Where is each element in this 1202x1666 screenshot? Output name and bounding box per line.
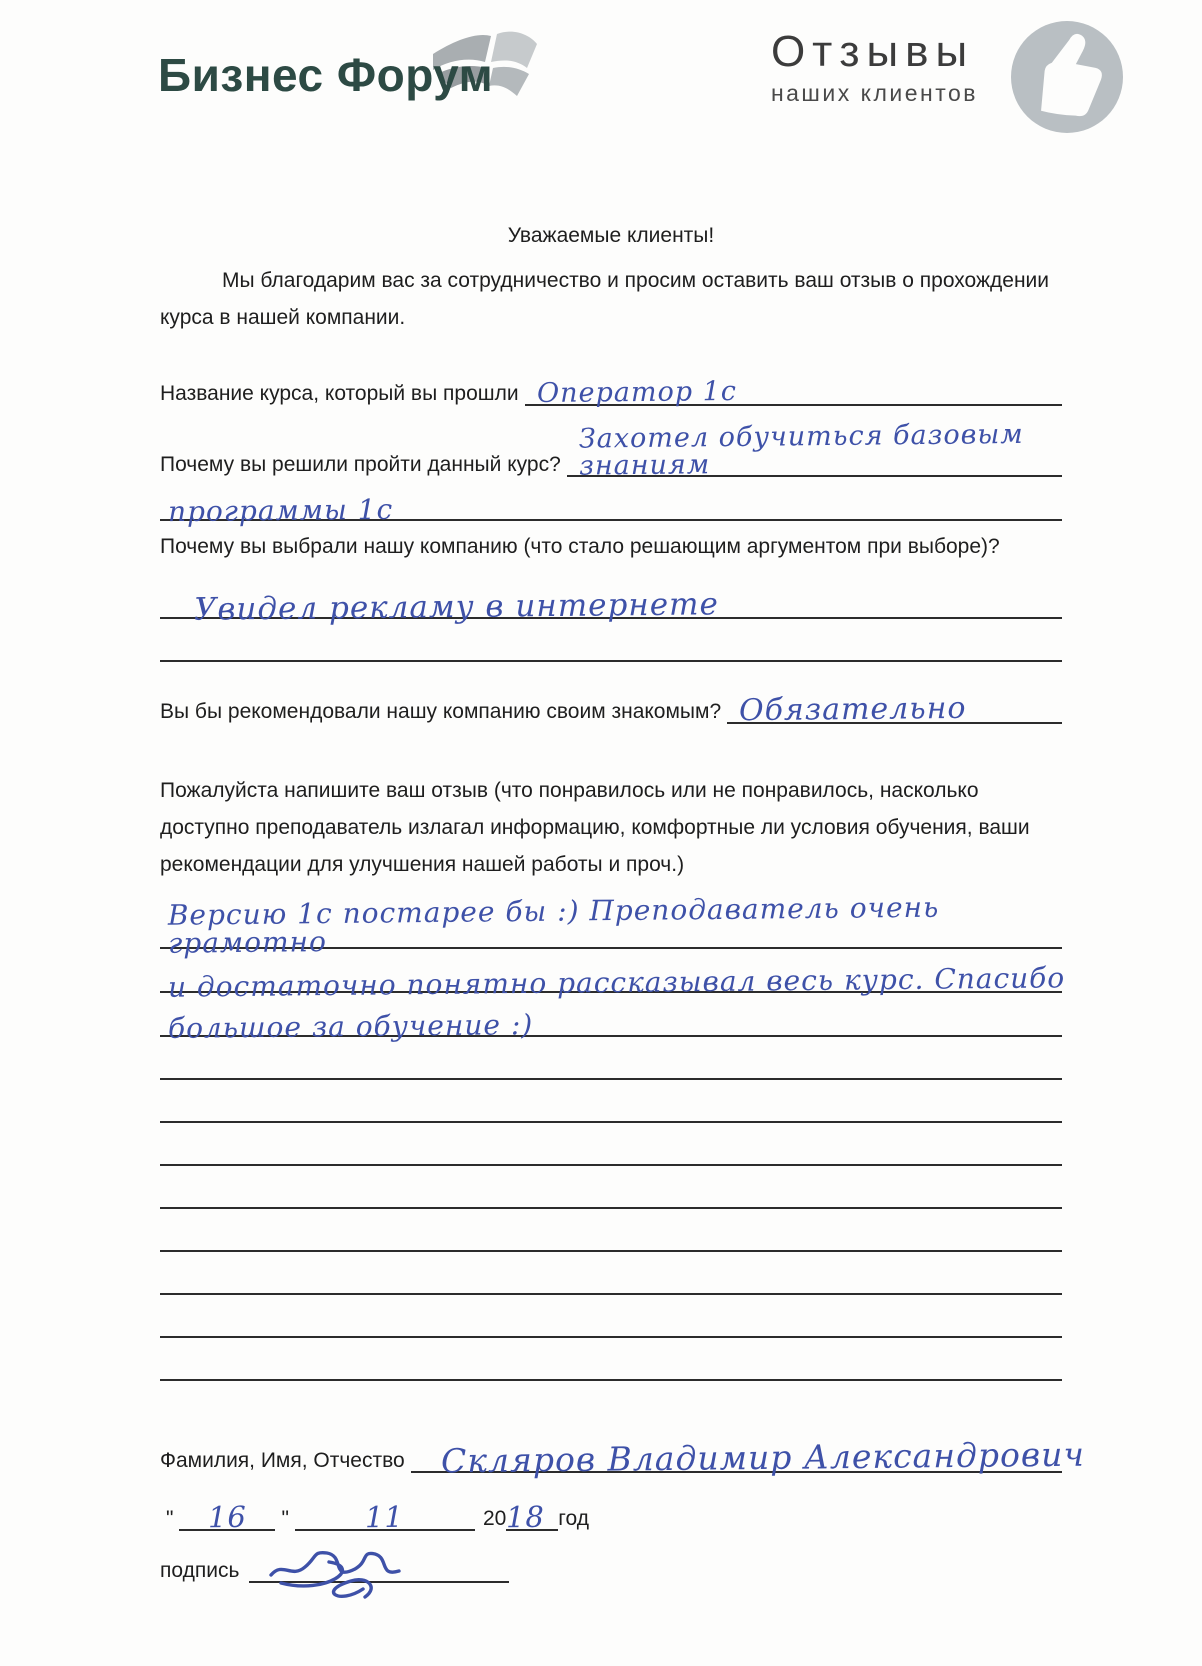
brand-name: Бизнес Форум [158,49,494,101]
review-line-3 [160,993,1062,1045]
review-line-1 [160,890,1062,960]
recommend-answer-line [727,690,1062,729]
review-line-2 [160,949,1066,1004]
full-name-handwritten-value: Скляров Владимир Александрович [440,1434,1085,1481]
course-handwritten-value: Оператор 1с [536,375,737,410]
why-course-handwritten-line1: Захотел обучиться базовым знаниям [578,418,1024,482]
date-century-prefix: 20 [482,1507,507,1530]
blank-answer-line [160,1123,1062,1166]
brand-logo [158,48,493,102]
full-name-answer-line [411,1434,1085,1481]
why-company-label: Почему вы выбрали нашу компанию (что стало решающим аргументом при выборе)? [160,535,1000,558]
intro-paragraph: Мы благодарим вас за сотрудничество и просим оставить ваш отзыв о прохождении курса в нашей компании. [160,269,1050,329]
blank-answer-line [160,1080,1062,1123]
signature-line [249,1571,509,1583]
why-course-answer-line [567,418,1062,482]
reviews-title: Отзывы [770,27,975,76]
date-month-handwritten: 11 [365,1499,405,1535]
field-course-name [160,375,1062,410]
signature-label: подпись [160,1559,240,1582]
why-course-label: Почему вы решили пройти данный курс? [160,453,561,476]
reviews-badge [771,18,1132,136]
date-day-line [179,1499,275,1535]
why-course-handwritten-line2: программы 1с [167,492,394,529]
why-company-handwritten-value: Увидел рекламу в интернете [193,586,720,628]
date-year-line [506,1499,558,1535]
form-body [0,224,1202,1583]
blank-answer-line [160,1338,1062,1381]
field-signature [160,1559,1062,1583]
date-month-line [295,1499,475,1535]
field-why-course [160,418,1062,482]
signature-scribble-icon [267,1545,447,1607]
course-label: Название курса, который вы прошли [160,382,519,405]
why-course-answer-line2 [160,477,1062,529]
why-company-answer-line [160,559,1062,628]
date-day-handwritten: 16 [207,1499,248,1535]
blank-answer-line [160,1209,1062,1252]
full-name-label: Фамилия, Имя, Отчество [160,1449,405,1472]
course-answer-line [525,375,1062,410]
blank-answer-line [160,1252,1062,1295]
review-handwritten-line3: большое за обучение :) [167,1008,534,1045]
reviews-subtitle: наших клиентов [770,80,978,106]
blank-answer-line [160,1295,1062,1338]
form-header [0,0,1202,148]
blank-answer-line [160,1166,1062,1209]
review-handwritten-line2: и достаточно понятно рассказывал весь курс. Спасибо [167,961,1066,1004]
quote-open: " [166,1507,174,1530]
field-full-name [160,1434,1085,1481]
quote-close: " [281,1507,289,1530]
recommend-label: Вы бы рекомендовали нашу компанию своим знакомым? [160,700,722,723]
review-handwritten-line1: Версию 1с постарее бы :) Преподаватель очень грамотно [167,890,940,960]
review-prompt: Пожалуйста напишите ваш отзыв (что понравилось или не понравилось, насколько доступно преподаватель излагал информацию, комфортные ли условия обучения, ваши рекомендации для улучшения нашей работы и проч.) [160,779,1030,876]
thumbs-up-icon [1002,18,1132,136]
date-year-handwritten: 18 [506,1499,546,1535]
date-word: год [558,1507,589,1530]
field-date [160,1499,1062,1535]
recommend-handwritten-value: Обязательно [738,690,967,729]
field-recommend [160,690,1062,729]
salutation: Уважаемые клиенты! [507,224,715,247]
